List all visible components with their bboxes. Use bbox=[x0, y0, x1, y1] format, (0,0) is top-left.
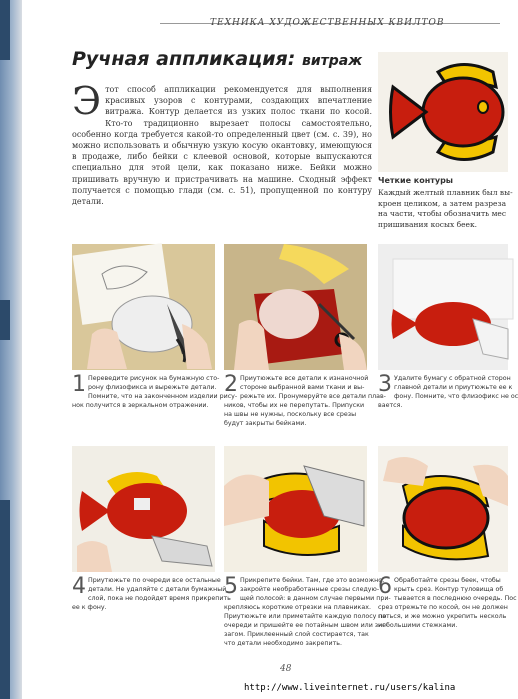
caption-line: ников, чтобы их не перепутать. Припуски bbox=[224, 402, 365, 409]
caption-line: будут закрыты бейками. bbox=[224, 420, 307, 427]
spine-strip bbox=[0, 500, 10, 699]
caption-line: фону. Помните, что флизофикс не ос bbox=[394, 393, 518, 400]
page-number: 48 bbox=[280, 664, 292, 674]
intro-paragraph bbox=[72, 79, 372, 207]
caption-line: Переведите рисунок на бумажную сто- bbox=[88, 375, 220, 382]
sidebar-line: кроен целиком, а затем разреза bbox=[378, 198, 507, 208]
spine-strip bbox=[0, 300, 10, 340]
fish-applique-photo bbox=[378, 52, 508, 172]
step-6-caption bbox=[378, 574, 517, 630]
step-5-caption bbox=[224, 574, 391, 648]
step-3-photo bbox=[378, 244, 508, 370]
caption-line: срез отрежьте по косой, он не должен bbox=[378, 604, 508, 611]
step-2-caption bbox=[224, 372, 386, 428]
caption-line: главной детали и приутюжьте ее к bbox=[394, 384, 513, 391]
sidebar-text bbox=[378, 188, 513, 230]
step-number: 3 bbox=[378, 372, 392, 397]
book-spine bbox=[0, 0, 22, 699]
step-5-photo bbox=[224, 446, 367, 572]
caption-line: Приутюжьте или приметайте каждую полосу по bbox=[224, 613, 387, 620]
step-number: 5 bbox=[224, 574, 238, 599]
caption-line: небольшими стежками. bbox=[378, 622, 458, 629]
caption-line: режьте их. Пронумеруйте все детали плав- bbox=[240, 393, 386, 400]
caption-line: крыть срез. Контур туловища об bbox=[394, 586, 504, 593]
caption-line: загом. Приклеенный слой состирается, так bbox=[224, 631, 369, 638]
step-2-photo bbox=[224, 244, 367, 370]
step-1-caption bbox=[72, 372, 238, 410]
caption-line: вается. bbox=[378, 402, 403, 409]
sidebar-line: на части, чтобы обозначить мес bbox=[378, 209, 507, 218]
step-3-caption bbox=[378, 372, 518, 410]
caption-line: щей полосой: в данном случае первыми при- bbox=[240, 595, 391, 602]
caption-line: закройте необработанные срезы следую- bbox=[240, 586, 380, 593]
drop-cap: Э bbox=[72, 79, 102, 123]
caption-line: Обработайте срезы беек, чтобы bbox=[394, 577, 501, 584]
caption-line: паться, и же можно укрепить несколь bbox=[378, 613, 507, 620]
caption-line: что детали необходимо закрепить. bbox=[224, 640, 342, 647]
step-number: 4 bbox=[72, 574, 86, 599]
spine-strip bbox=[0, 0, 10, 60]
caption-line: Помните, что на законченном изделии рису- bbox=[88, 393, 238, 400]
source-url[interactable]: http://www.liveinternet.ru/users/kalina bbox=[244, 683, 456, 693]
caption-line: Удалите бумагу с обратной сторон bbox=[394, 375, 511, 382]
page-title bbox=[72, 48, 362, 70]
caption-line: Приутюжьте все детали к изнаночной bbox=[240, 375, 369, 382]
title-main: Ручная аппликация: bbox=[72, 48, 296, 70]
caption-line: детали. Не удаляйте с детали бумажный bbox=[88, 586, 227, 593]
step-number: 6 bbox=[378, 574, 392, 599]
step-4-photo bbox=[72, 446, 215, 572]
title-sub: витраж bbox=[301, 53, 363, 69]
caption-line: на швы не нужны, поскольку все срезы bbox=[224, 411, 357, 418]
caption-line: Приутюжьте по очереди все остальные bbox=[88, 577, 221, 584]
sidebar-title: Четкие контуры bbox=[378, 176, 454, 185]
sidebar-line: пришивания косых беек. bbox=[378, 219, 478, 229]
caption-line: ее к фону. bbox=[72, 604, 107, 611]
caption-line: Прикрепите бейки. Там, где это возможно, bbox=[240, 577, 385, 584]
caption-line: очереди и пришейте ее потайным швом или зиг- bbox=[224, 622, 388, 629]
step-4-caption bbox=[72, 574, 231, 612]
step-6-photo bbox=[378, 446, 508, 572]
caption-line: крепляюсь короткие отрезки на плавниках. bbox=[224, 604, 371, 611]
caption-line: стороне выбранной вами ткани и вы- bbox=[240, 384, 365, 391]
step-1-photo bbox=[72, 244, 215, 370]
running-header: ТЕХНИКА ХУДОЖЕСТВЕННЫХ КВИЛТОВ bbox=[210, 18, 445, 28]
step-number: 1 bbox=[72, 372, 86, 397]
caption-line: тывается в последнюю очередь. Пос bbox=[394, 595, 517, 602]
caption-line: нок получится в зеркальном отражении. bbox=[72, 402, 209, 409]
caption-line: слой, пока не подойдет время прикрепить bbox=[88, 595, 231, 602]
caption-line: рону флизофикса и вырежьте детали. bbox=[88, 384, 217, 391]
sidebar-line: Каждый желтый плавник был вы- bbox=[378, 188, 513, 197]
step-number: 2 bbox=[224, 372, 238, 397]
intro-text: тот способ аппликации рекомендуется для выполнения красивых узоров с контурами, создающих впечатление витража. Контур делается из узких полос ткани по косой. Кто-то традиционно вырезает полосы самостоятельно, особенно когда требуется какой-то определенный цвет (см. с. 39), но можно использовать и обычную узкую косую окантовку, имеющуюся в продаже, либо бейки с клеевой основой, которые выпускаются специально для этой цели, как показано ниже. Бейки можно пришивать вручную и пристрачивать на машине. Сходный эффект получается с помощью глади (см. с. 51), пропущенной по контуру детали. bbox=[72, 85, 372, 207]
